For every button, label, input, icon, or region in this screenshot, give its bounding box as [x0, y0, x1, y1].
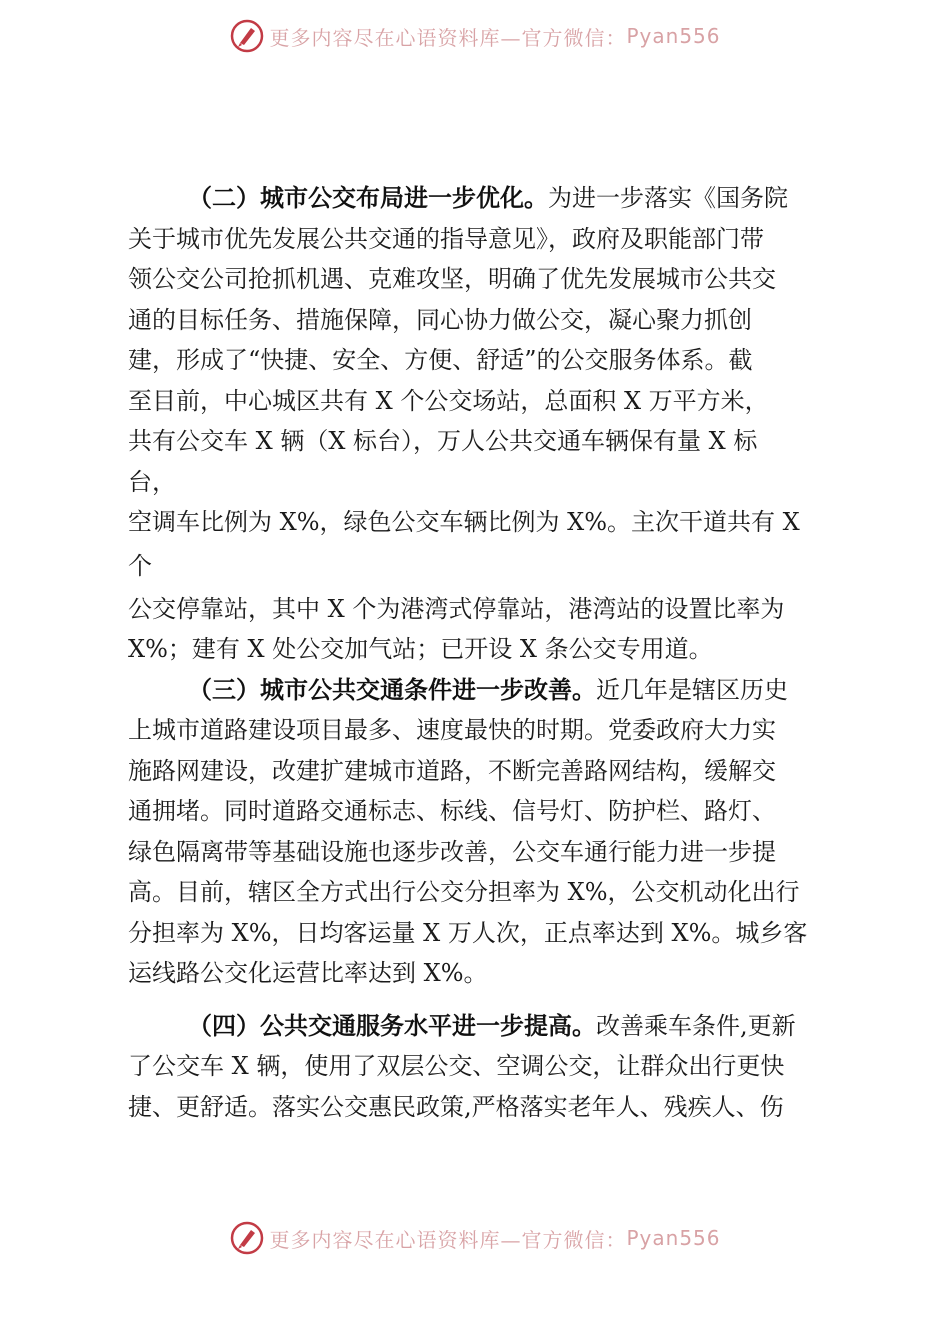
section-4-first-line: [128, 1006, 830, 1047]
section-3-line1-rest: 近几年是辖区历史: [596, 675, 788, 704]
paragraph-line: 通的目标任务、措施保障，同心协力做公交，凝心聚力抓创: [128, 305, 752, 334]
paragraph-line: 至目前，中心城区共有 X 个公交场站，总面积 X 万平方米，: [128, 386, 769, 415]
header-banner: [0, 14, 950, 58]
document-body: [128, 178, 830, 1127]
footer-banner-text: 更多内容尽在心语资料库—官方微信：: [269, 1227, 627, 1252]
paragraph-line: 关于城市优先发展公共交通的指导意见》，政府及职能部门带: [128, 224, 764, 253]
section-4-line1-rest: 改善乘车条件,更新: [596, 1011, 796, 1040]
paragraph-line: 分担率为 X%，日均客运量 X 万人次，正点率达到 X%。城乡客: [128, 918, 808, 947]
pen-logo-icon: [229, 1220, 265, 1256]
paragraph-line: 上城市道路建设项目最多、速度最快的时期。党委政府大力实: [128, 716, 776, 744]
paragraph-line: 绿色隔离带等基础设施也逐步改善，公交车通行能力进一步提: [128, 837, 776, 866]
paragraph-line: 运线路公交化运营比率达到 X%。: [128, 959, 488, 987]
header-banner-wechat: Pyan556: [626, 24, 721, 48]
paragraph-line: 了公交车 X 辆，使用了双层公交、空调公交，让群众出行更快: [128, 1052, 785, 1080]
paragraph-line: 捷、更舒适。落实公交惠民政策,严格落实老年人、残疾人、伤: [128, 1092, 784, 1121]
paragraph-line: 台，: [128, 467, 176, 496]
section-spacer: [128, 994, 830, 1006]
pen-logo-icon: [229, 18, 265, 54]
section-3-first-line: [128, 670, 830, 711]
header-banner-text: 更多内容尽在心语资料库—官方微信：: [269, 25, 627, 50]
paragraph-line: 公交停靠站，其中 X 个为港湾式停靠站，港湾站的设置比率为: [128, 594, 785, 623]
paragraph-line: 高。目前，辖区全方式出行公交分担率为 X%，公交机动化出行: [128, 878, 800, 906]
section-2-line1-rest: 为进一步落实《国务院: [548, 184, 788, 212]
paragraph-line: 通拥堵。同时道路交通标志、标线、信号灯、防护栏、路灯、: [128, 797, 776, 825]
section-2-first-line: [128, 178, 830, 219]
paragraph-line: 空调车比例为 X%，绿色公交车辆比例为 X%。主次干道共有 X: [128, 508, 800, 536]
paragraph-line: 个: [128, 551, 152, 580]
paragraph-line: X%；建有 X 处公交加气站；已开设 X 条公交专用道。: [128, 635, 713, 663]
section-2-heading: （二）城市公交布局进一步优化。: [188, 184, 548, 212]
footer-banner: [0, 1216, 950, 1260]
paragraph-line: 施路网建设，改建扩建城市道路，不断完善路网结构，缓解交: [128, 756, 776, 785]
footer-banner-wechat: Pyan556: [626, 1226, 721, 1250]
paragraph-line: 领公交公司抢抓机遇、克难攻坚，明确了优先发展城市公共交: [128, 265, 776, 293]
section-4-heading: （四）公共交通服务水平进一步提高。: [188, 1011, 596, 1040]
section-3-heading: （三）城市公共交通条件进一步改善。: [188, 675, 596, 704]
paragraph-line: 建，形成了“快捷、安全、方便、舒适”的公交服务体系。截: [128, 346, 753, 374]
paragraph-line: 共有公交车 X 辆（X 标台），万人公共交通车辆保有量 X 标: [128, 427, 758, 455]
